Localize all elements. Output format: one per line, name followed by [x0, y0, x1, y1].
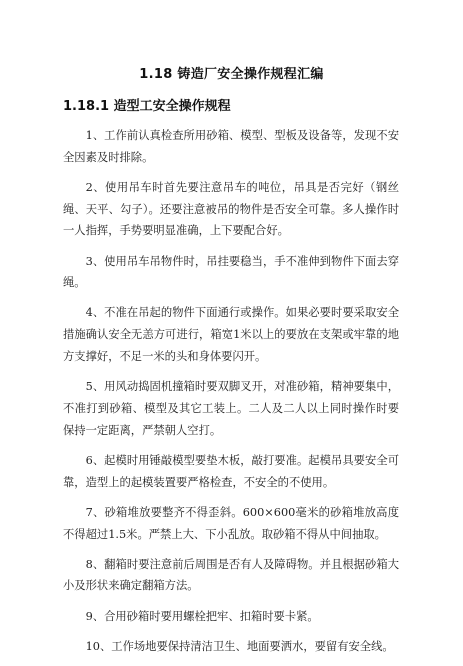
paragraph-2: 2、使用吊车时首先要注意吊车的吨位，吊具是否完好（钢丝绳、天平、勾子）。还要注意被吊的物件是否安全可靠。多人操作时一人指挥，手势要明显准确，上下要配合好。 [63, 180, 399, 238]
paragraph-4: 4、不准在吊起的物件下面通行或操作。如果必要时要采取安全措施确认安全无恙方可进行，箱宽1米以上的要放在支架或牢靠的地方支撑好，不足一米的头和身体要闪开。 [63, 306, 399, 364]
paragraph-5: 5、用风动捣固机撞箱时要双脚叉开，对准砂箱，精神要集中，不准打到砂箱、模型及其它工装上。二人及二人以上同时操作时要保持一定距离，严禁朝人空打。 [63, 380, 399, 437]
section-heading: 1.18.1 造型工安全操作规程 [63, 99, 231, 114]
paragraph-7: 7、砂箱堆放要整齐不得歪斜。600×600毫米的砂箱堆放高度不得超过1.5米。严禁上大、下小乱放。取砂箱不得从中间抽取。 [63, 505, 399, 541]
document-title: 1.18 铸造厂安全操作规程汇编 [139, 67, 324, 82]
document-body [63, 125, 399, 666]
paragraph-9: 9、合用砂箱时要用螺栓把牢、扣箱时要卡紧。 [85, 609, 319, 623]
paragraph-10: 10、工作场地要保持清洁卫生、地面要洒水，要留有安全线。 [85, 639, 394, 653]
paragraph-8: 8、翻箱时要注意前后周围是否有人及障碍物。并且根据砂箱大小及形状来确定翻箱方法。 [63, 557, 399, 593]
paragraph-1: 1、工作前认真检查所用砂箱、模型、型板及设备等，发现不安全因素及时排除。 [63, 129, 399, 164]
paragraph-6: 6、起模时用锤敲模型要垫木板，敲打要准。起模吊具要安全可靠，造型上的起模装置要严格检查，不安全的不使用。 [63, 453, 399, 489]
paragraph-3: 3、使用吊车吊物件时，吊挂要稳当，手不准伸到物件下面去穿绳。 [63, 254, 399, 290]
